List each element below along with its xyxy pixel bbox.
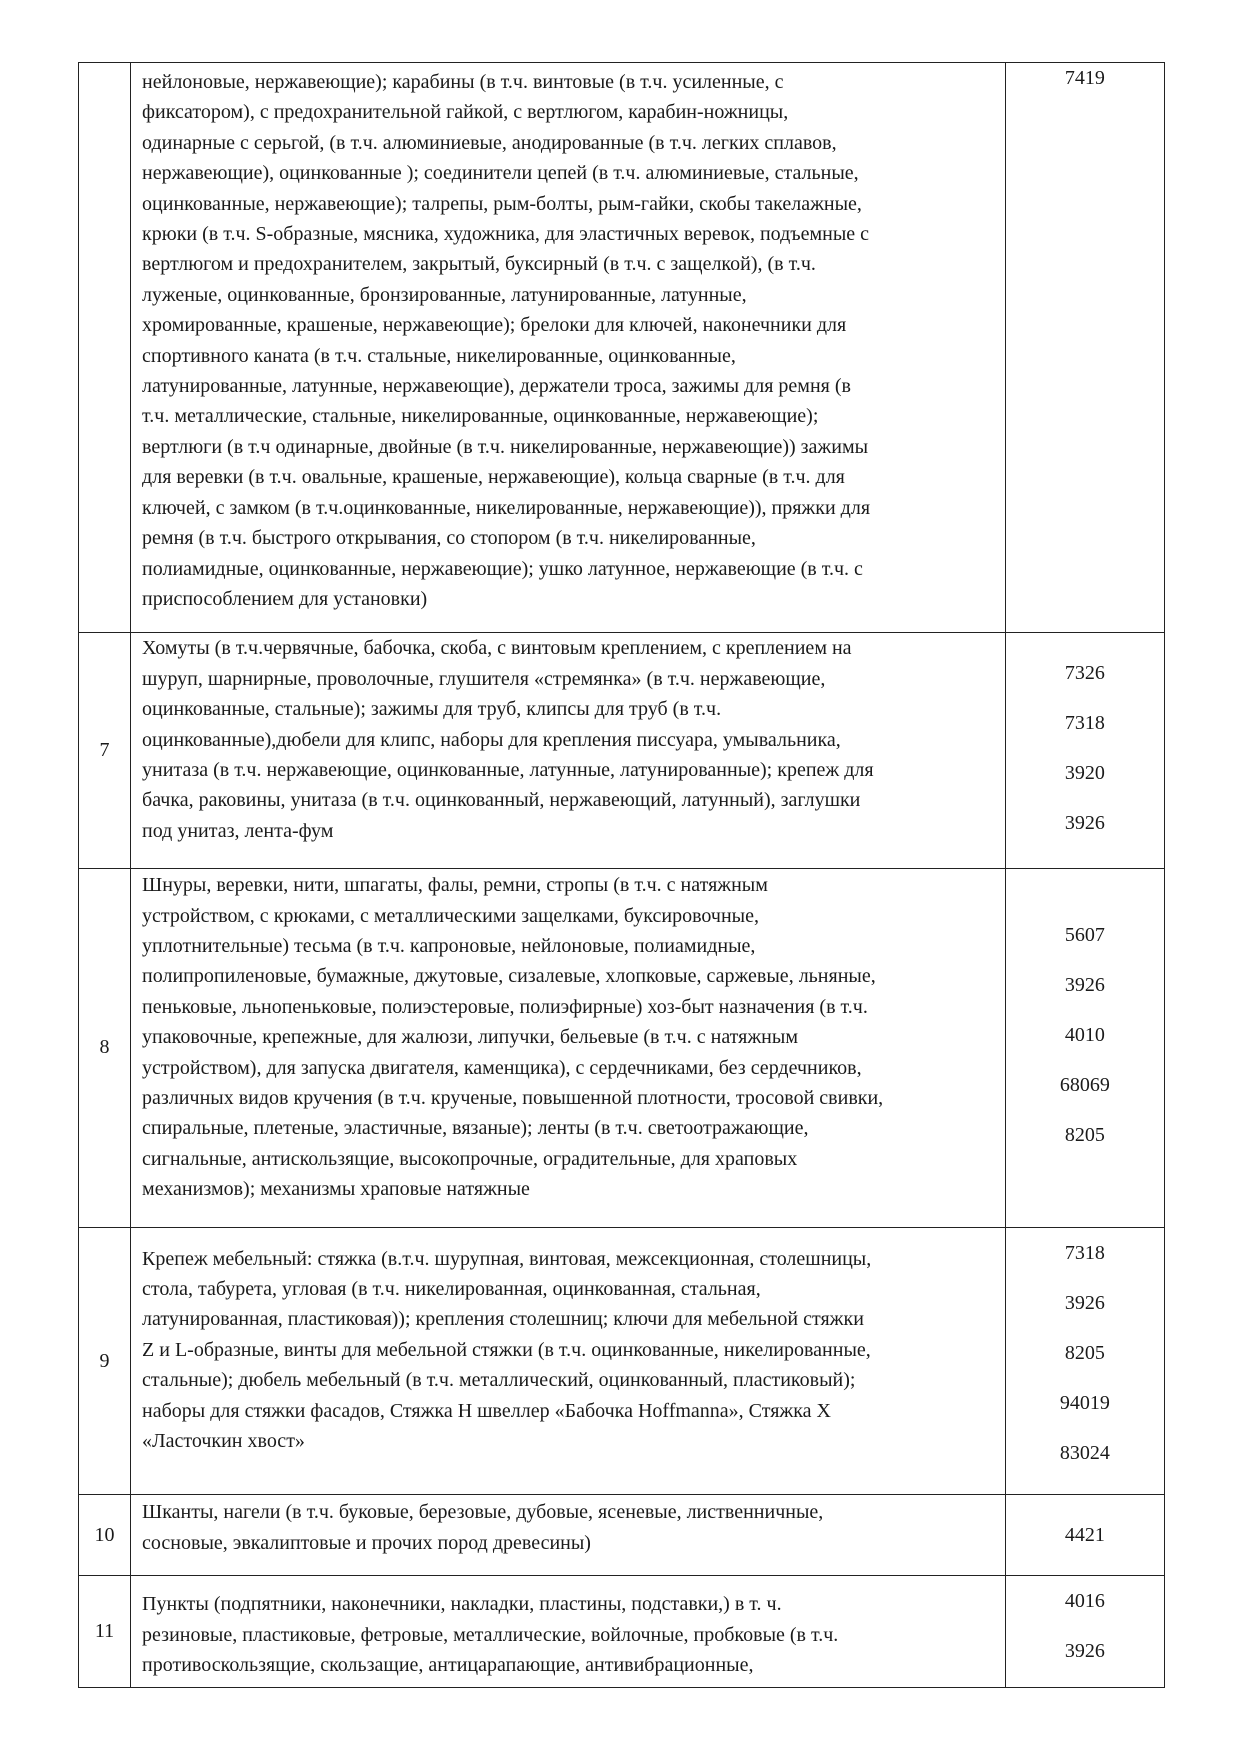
codes-list — [1006, 63, 1164, 93]
row-description — [131, 1227, 1006, 1495]
description-text: Хомуты (в т.ч.червячные, бабочка, скоба, с винтовым креплением, с креплением на шуруп, шарнирные, проволочные, глушителя «стремянка» (в т.ч. нержавеющие, оцинкованные, стальные); зажимы для труб, клипсы для труб (в т.ч. оцинкованные),дюбели для клипс, наборы для крепления писсуара, умывальника, унитаза (в т.ч. нержавеющие, оцинкованные, латунные, латунированные); крепеж для бачка, раковины, унитаза (в т.ч. оцинкованный, нержавеющий, латунный), заглушки под унитаз, лента-фум — [142, 637, 874, 842]
row-description — [131, 63, 1006, 633]
code-item: 4010 — [1064, 1024, 1105, 1047]
row-number: 11 — [79, 1576, 131, 1687]
row-number: 8 — [79, 869, 131, 1227]
code-item: 3926 — [1064, 1640, 1105, 1663]
description-text: Шнуры, веревки, нити, шпагаты, фалы, ремни, стропы (в т.ч. с натяжным устройством, с крюками, с металлическими защелками, буксировочные, уплотнительные) тесьма (в т.ч. капроновые, нейлоновые, полиамидные, полипропиленовые, бумажные, джутовые, сизалевые, хлопковые, саржевые, льняные, пеньковые, льнопеньковые, полиэстеровые, полиэфирные) хоз-быт назначения (в т.ч. упаковочные, крепежные, для жалюзи, липучки, бельевые (в т.ч. с натяжным устройством), для запуска двигателя, каменщика), с сердечниками, без сердечников, различных видов кручения (в т.ч. крученые, повышенной плотности, тросовой свивки, спиральные, плетеные, эластичные, вязаные); ленты (в т.ч. светоотражающие, сигнальные, антискользящие, высокопрочные, оградительные, для храповых механизмов); механизмы храповые натяжные — [142, 874, 884, 1201]
table-row — [79, 63, 1165, 633]
description-text: Шканты, нагели (в т.ч. буковые, березовые, дубовые, ясеневые, лиственничные, сосновые, эвкалиптовые и прочих пород древесины) — [142, 1501, 824, 1554]
row-description — [131, 633, 1006, 869]
row-codes — [1005, 1495, 1164, 1576]
code-item: 94019 — [1059, 1391, 1110, 1414]
code-item: 7318 — [1064, 712, 1105, 735]
code-item: 3926 — [1064, 974, 1105, 997]
description-text: Крепеж мебельный: стяжка (в.т.ч. шурупная, винтовая, межсекционная, столешницы, стола, табурета, угловая (в т.ч. никелированная, оцинкованная, стальная, латунированная, пластиковая)); крепления столешниц; ключи для мебельной стяжки Z и L-образные, винты для мебельной стяжки (в т.ч. оцинкованные, никелированные, стальные); дюбель мебельный (в т.ч. металлический, оцинкованный, пластиковый); наборы для стяжки фасадов, Стяжка Н швеллер «Бабочка Hoffmanna», Стяжка Х «Ласточкин хвост» — [142, 1247, 872, 1453]
codes-list — [1006, 869, 1164, 1160]
code-item: 68069 — [1059, 1074, 1110, 1097]
row-description — [131, 1495, 1006, 1576]
code-item: 7326 — [1064, 662, 1105, 685]
code-item: 4016 — [1064, 1590, 1105, 1613]
table-row — [79, 1576, 1165, 1687]
code-item: 3926 — [1064, 1291, 1105, 1314]
row-number: 9 — [79, 1227, 131, 1495]
codes-list — [1006, 633, 1164, 858]
row-codes — [1005, 633, 1164, 869]
row-number: 7 — [79, 633, 131, 869]
code-item: 5607 — [1064, 924, 1105, 947]
code-item: 3920 — [1064, 762, 1105, 785]
code-item: 83024 — [1059, 1441, 1110, 1464]
table-row — [79, 869, 1165, 1227]
row-description — [131, 869, 1006, 1227]
row-codes — [1005, 63, 1164, 633]
code-item: 4421 — [1064, 1524, 1105, 1547]
description-text: нейлоновые, нержавеющие); карабины (в т.ч. винтовые (в т.ч. усиленные, с фиксатором), с предохранительной гайкой, с вертлюгом, карабин-ножницы, одинарные с серьгой, (в т.ч. алюминиевые, анодированные (в т.ч. легких сплавов, нержавеющие), оцинкованные ); соединители цепей (в т.ч. алюминиевые, стальные, оцинкованные, нержавеющие); талрепы, рым-болты, рым-гайки, скобы такелажные, крюки (в т.ч. S-образные, мясника, художника, для эластичных веревок, подъемные с вертлюгом и предохранителем, закрытый, буксирный (в т.ч. с защелкой), (в т.ч. луженые, оцинкованные, бронзированные, латунированные, латунные, хромированные, крашеные, нержавеющие); брелоки для ключей, наконечники для спортивного каната (в т.ч. стальные, никелированные, оцинкованные, латунированные, латунные, нержавеющие), держатели троса, зажимы для ремня (в т.ч. металлические, стальные, никелированные, оцинкованные, нержавеющие); вертлюги (в т.ч одинарные, двойные (в т.ч. никелированные, нержавеющие)) зажимы для веревки (в т.ч. овальные, крашеные, нержавеющие), кольца сварные (в т.ч. для ключей, с замком (в т.ч.оцинкованные, никелированные, нержавеющие)), пряжки для ремня (в т.ч. быстрого открывания, со стопором (в т.ч. никелированные, полиамидные, оцинкованные, нержавеющие); ушко латунное, нержавеющие (в т.ч. с приспособлением для установки) — [142, 71, 871, 610]
table-row — [79, 1227, 1165, 1495]
codes-list — [1006, 1576, 1164, 1676]
code-item: 8205 — [1064, 1124, 1105, 1147]
row-number: 10 — [79, 1495, 131, 1576]
goods-table — [78, 62, 1165, 1688]
table-row — [79, 1495, 1165, 1576]
codes-list — [1006, 1520, 1164, 1550]
table-row — [79, 633, 1165, 869]
row-codes — [1005, 1227, 1164, 1495]
code-item: 7419 — [1064, 67, 1105, 89]
code-item: 7318 — [1064, 1241, 1105, 1264]
row-description — [131, 1576, 1006, 1687]
codes-list — [1006, 1228, 1164, 1478]
row-codes — [1005, 1576, 1164, 1687]
code-item: 8205 — [1064, 1341, 1105, 1364]
row-codes — [1005, 869, 1164, 1227]
code-item: 3926 — [1064, 812, 1105, 835]
row-number — [79, 63, 131, 633]
description-text: Пункты (подпятники, наконечники, накладки, пластины, подставки,) в т. ч. резиновые, пластиковые, фетровые, металлические, войлочные, пробковые (в т.ч. противоскользящие, скользащие, антицарапающие, антивибрационные, — [142, 1593, 839, 1677]
